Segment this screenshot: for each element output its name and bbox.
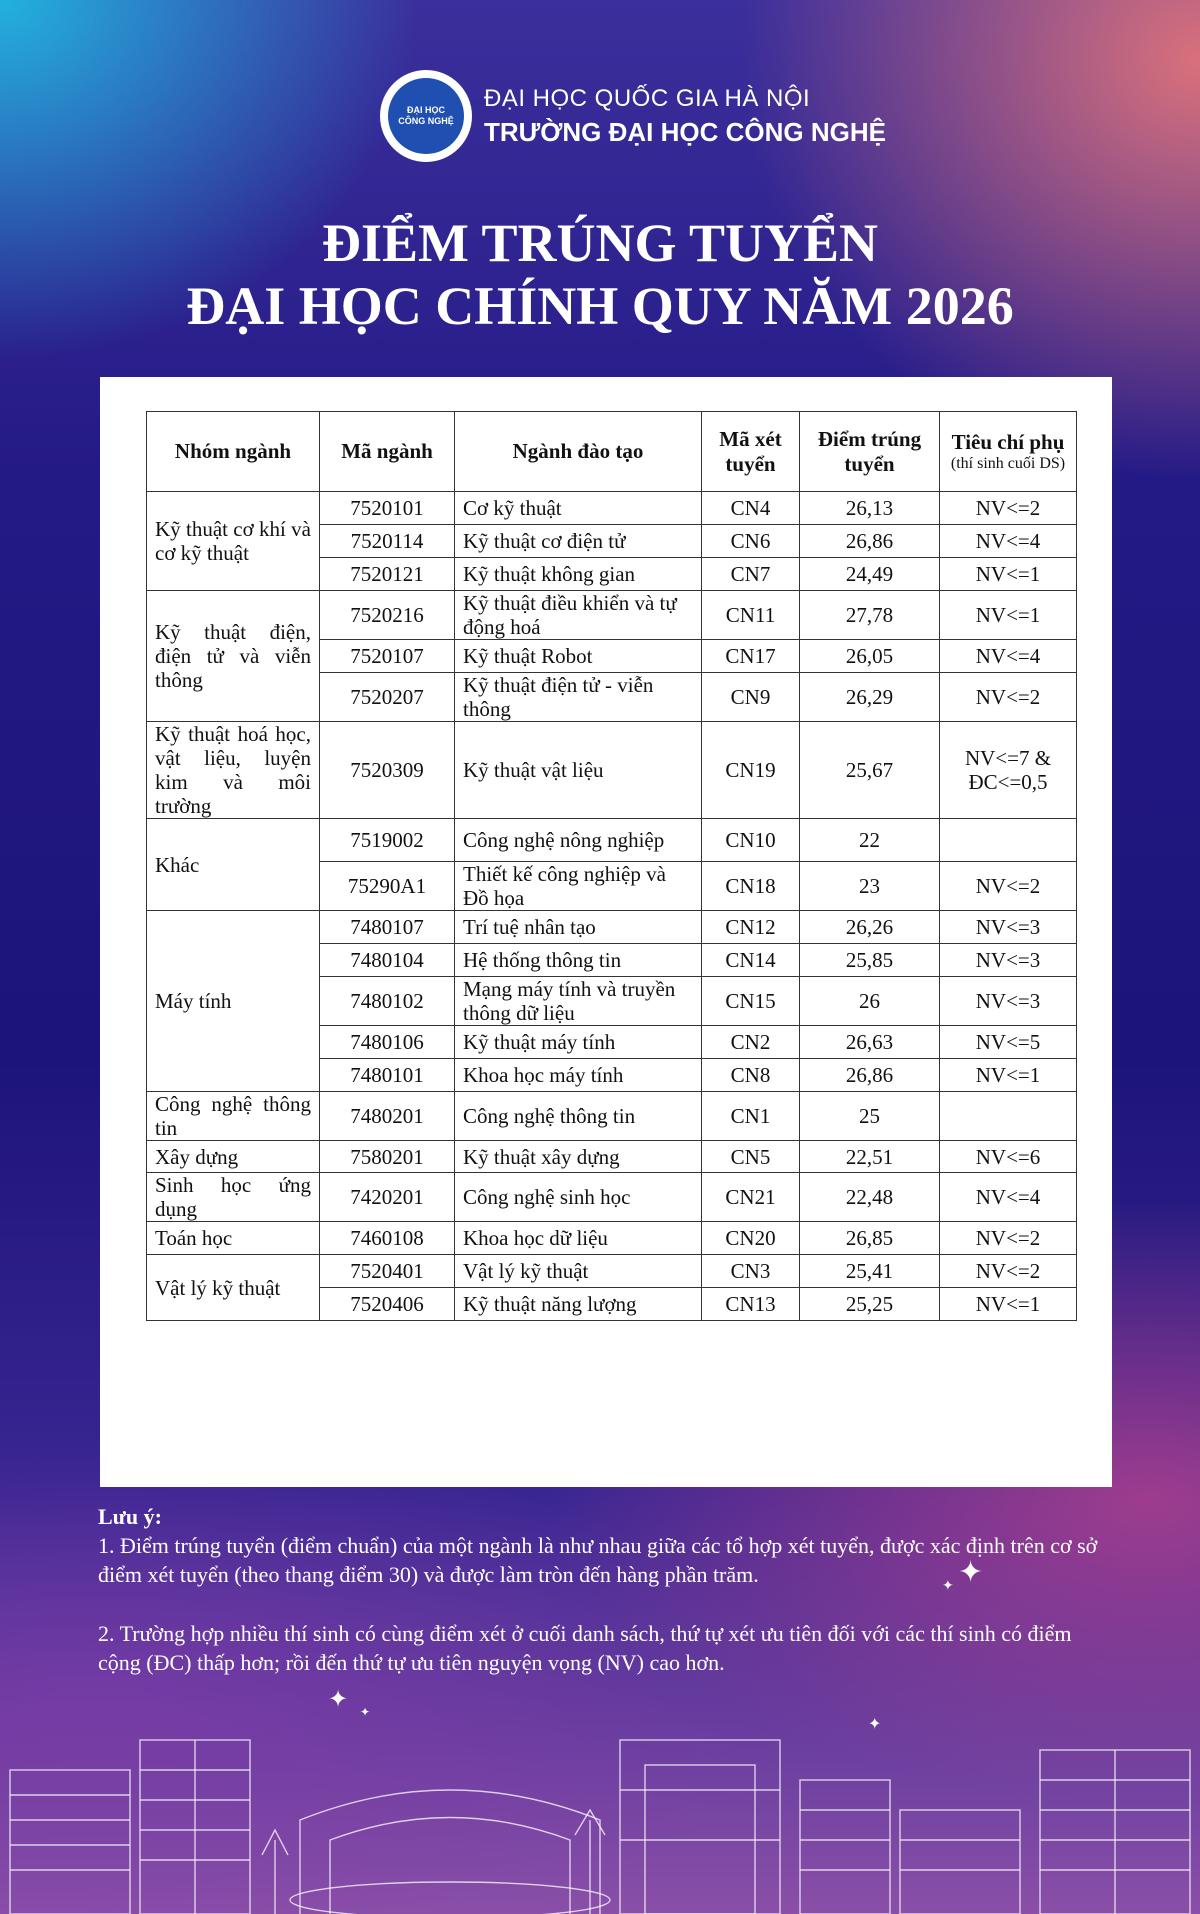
major-code-cell: 7520101 <box>320 492 455 525</box>
scores-table <box>146 411 1077 1321</box>
table-row <box>147 819 1077 862</box>
admission-code-cell: CN9 <box>702 673 800 722</box>
table-row <box>147 911 1077 944</box>
admission-code-cell: CN20 <box>702 1222 800 1255</box>
program-cell: Kỹ thuật điều khiển và tự động hoá <box>455 591 702 640</box>
criteria-cell: NV<=2 <box>940 1255 1077 1288</box>
table-row <box>147 1173 1077 1222</box>
admission-code-cell: CN19 <box>702 722 800 819</box>
group-cell: Máy tính <box>147 911 320 1092</box>
program-cell: Cơ kỹ thuật <box>455 492 702 525</box>
major-code-cell: 7520309 <box>320 722 455 819</box>
university-name: ĐẠI HỌC QUỐC GIA HÀ NỘI <box>484 84 811 112</box>
program-cell: Kỹ thuật cơ điện tử <box>455 525 702 558</box>
criteria-cell: NV<=1 <box>940 1059 1077 1092</box>
header <box>380 70 886 162</box>
admission-code-cell: CN10 <box>702 819 800 862</box>
admission-code-cell: CN14 <box>702 944 800 977</box>
major-code-cell: 7480102 <box>320 977 455 1026</box>
major-code-cell: 75290A1 <box>320 862 455 911</box>
criteria-cell <box>940 819 1077 862</box>
major-code-cell: 7480106 <box>320 1026 455 1059</box>
major-code-cell: 7480107 <box>320 911 455 944</box>
criteria-cell: NV<=3 <box>940 911 1077 944</box>
sparkle-icon: ✦ <box>328 1685 349 1713</box>
score-cell: 26,05 <box>800 640 940 673</box>
score-cell: 25,25 <box>800 1288 940 1321</box>
page-title-line1: ĐIỂM TRÚNG TUYỂN <box>321 213 879 273</box>
admission-code-cell: CN17 <box>702 640 800 673</box>
program-cell: Công nghệ nông nghiệp <box>455 819 702 862</box>
score-cell: 22,48 <box>800 1173 940 1222</box>
program-cell: Kỹ thuật điện tử - viễn thông <box>455 673 702 722</box>
admission-code-cell: CN13 <box>702 1288 800 1321</box>
note-1: 1. Điểm trúng tuyển (điểm chuẩn) của một ngành là như nhau giữa các tổ hợp xét tuyển, được xác định trên cơ sở điểm xét tuyển (theo thang điểm 30) và được làm tròn đến hàng phần trăm. <box>98 1533 1098 1587</box>
group-cell: Khác <box>147 819 320 911</box>
group-cell: Kỹ thuật cơ khí và cơ kỹ thuật <box>147 492 320 591</box>
criteria-cell: NV<=1 <box>940 1288 1077 1321</box>
note-2: 2. Trường hợp nhiều thí sinh có cùng điểm xét ở cuối danh sách, thứ tự xét ưu tiên đối với các thí sinh có điểm cộng (ĐC) thấp hơn; rồi đến thứ tự ưu tiên nguyện vọng (NV) cao hơn. <box>98 1621 1072 1675</box>
admission-code-cell: CN6 <box>702 525 800 558</box>
program-cell: Kỹ thuật không gian <box>455 558 702 591</box>
program-cell: Khoa học dữ liệu <box>455 1222 702 1255</box>
table-row <box>147 1222 1077 1255</box>
admission-code-cell: CN5 <box>702 1141 800 1173</box>
program-cell: Kỹ thuật máy tính <box>455 1026 702 1059</box>
program-cell: Trí tuệ nhân tạo <box>455 911 702 944</box>
major-code-cell: 7520401 <box>320 1255 455 1288</box>
score-cell: 26,13 <box>800 492 940 525</box>
campus-skyline-illustration <box>0 1700 1200 1914</box>
criteria-cell: NV<=7 & ĐC<=0,5 <box>940 722 1077 819</box>
header-program: Ngành đào tạo <box>455 412 702 492</box>
header-score: Điểm trúng tuyển <box>800 412 940 492</box>
admission-code-cell: CN4 <box>702 492 800 525</box>
criteria-cell: NV<=3 <box>940 977 1077 1026</box>
major-code-cell: 7460108 <box>320 1222 455 1255</box>
criteria-cell: NV<=1 <box>940 558 1077 591</box>
criteria-cell: NV<=5 <box>940 1026 1077 1059</box>
sparkle-icon: ✦ <box>868 1714 882 1733</box>
major-code-cell: 7520406 <box>320 1288 455 1321</box>
admission-code-cell: CN12 <box>702 911 800 944</box>
table-row <box>147 722 1077 819</box>
score-cell: 25 <box>800 1092 940 1141</box>
major-code-cell: 7420201 <box>320 1173 455 1222</box>
group-cell: Kỹ thuật hoá học, vật liệu, luyện kim và môi trường <box>147 722 320 819</box>
criteria-cell: NV<=2 <box>940 862 1077 911</box>
program-cell: Hệ thống thông tin <box>455 944 702 977</box>
major-code-cell: 7480104 <box>320 944 455 977</box>
major-code-cell: 7580201 <box>320 1141 455 1173</box>
criteria-cell: NV<=2 <box>940 673 1077 722</box>
admission-code-cell: CN2 <box>702 1026 800 1059</box>
logo-text-line2: CÔNG NGHỆ <box>398 116 454 126</box>
major-code-cell: 7520207 <box>320 673 455 722</box>
score-cell: 22 <box>800 819 940 862</box>
table-row <box>147 1141 1077 1173</box>
group-cell: Công nghệ thông tin <box>147 1092 320 1141</box>
program-cell: Khoa học máy tính <box>455 1059 702 1092</box>
header-criteria <box>940 412 1077 492</box>
program-cell: Vật lý kỹ thuật <box>455 1255 702 1288</box>
program-cell: Kỹ thuật vật liệu <box>455 722 702 819</box>
criteria-cell: NV<=4 <box>940 1173 1077 1222</box>
group-cell: Sinh học ứng dụng <box>147 1173 320 1222</box>
score-cell: 26,86 <box>800 525 940 558</box>
table-header-row <box>147 412 1077 492</box>
major-code-cell: 7480201 <box>320 1092 455 1141</box>
score-cell: 26,29 <box>800 673 940 722</box>
school-name: TRƯỜNG ĐẠI HỌC CÔNG NGHỆ <box>484 116 886 147</box>
admission-code-cell: CN1 <box>702 1092 800 1141</box>
criteria-cell: NV<=4 <box>940 640 1077 673</box>
score-cell: 25,67 <box>800 722 940 819</box>
admission-code-cell: CN15 <box>702 977 800 1026</box>
score-cell: 22,51 <box>800 1141 940 1173</box>
header-group: Nhóm ngành <box>147 412 320 492</box>
score-cell: 26,26 <box>800 911 940 944</box>
major-code-cell: 7520114 <box>320 525 455 558</box>
header-criteria-sub: (thí sinh cuối DS) <box>950 455 1066 472</box>
score-cell: 25,41 <box>800 1255 940 1288</box>
program-cell: Công nghệ thông tin <box>455 1092 702 1141</box>
header-admission-code: Mã xét tuyển <box>702 412 800 492</box>
table-row <box>147 492 1077 525</box>
group-cell: Toán học <box>147 1222 320 1255</box>
header-criteria-label: Tiêu chí phụ <box>951 430 1065 454</box>
admission-code-cell: CN8 <box>702 1059 800 1092</box>
criteria-cell: NV<=3 <box>940 944 1077 977</box>
program-cell: Kỹ thuật xây dựng <box>455 1141 702 1173</box>
page-title-line2: ĐẠI HỌC CHÍNH QUY NĂM 2026 <box>186 276 1014 336</box>
major-code-cell: 7520107 <box>320 640 455 673</box>
major-code-cell: 7519002 <box>320 819 455 862</box>
admission-code-cell: CN18 <box>702 862 800 911</box>
program-cell: Kỹ thuật Robot <box>455 640 702 673</box>
program-cell: Mạng máy tính và truyền thông dữ liệu <box>455 977 702 1026</box>
score-cell: 26 <box>800 977 940 1026</box>
admission-code-cell: CN21 <box>702 1173 800 1222</box>
score-cell: 24,49 <box>800 558 940 591</box>
table-row <box>147 1092 1077 1141</box>
score-cell: 23 <box>800 862 940 911</box>
university-logo <box>380 70 472 162</box>
table-row <box>147 591 1077 640</box>
logo-text-line1: ĐẠI HỌC <box>407 105 445 115</box>
criteria-cell <box>940 1092 1077 1141</box>
major-code-cell: 7520216 <box>320 591 455 640</box>
scores-panel <box>100 377 1112 1487</box>
group-cell: Vật lý kỹ thuật <box>147 1255 320 1321</box>
criteria-cell: NV<=1 <box>940 591 1077 640</box>
notes-title: Lưu ý: <box>98 1504 162 1529</box>
score-cell: 26,86 <box>800 1059 940 1092</box>
score-cell: 25,85 <box>800 944 940 977</box>
table-row <box>147 1255 1077 1288</box>
score-cell: 26,63 <box>800 1026 940 1059</box>
program-cell: Thiết kế công nghiệp và Đồ họa <box>455 862 702 911</box>
score-cell: 27,78 <box>800 591 940 640</box>
sparkle-icon: ✦ <box>958 1555 984 1590</box>
group-cell: Xây dựng <box>147 1141 320 1173</box>
criteria-cell: NV<=2 <box>940 1222 1077 1255</box>
admission-code-cell: CN7 <box>702 558 800 591</box>
major-code-cell: 7480101 <box>320 1059 455 1092</box>
score-cell: 26,85 <box>800 1222 940 1255</box>
major-code-cell: 7520121 <box>320 558 455 591</box>
group-cell: Kỹ thuật điện, điện tử và viễn thông <box>147 591 320 722</box>
admission-code-cell: CN3 <box>702 1255 800 1288</box>
header-major-code: Mã ngành <box>320 412 455 492</box>
sparkle-icon: ✦ <box>942 1578 954 1594</box>
program-cell: Kỹ thuật năng lượng <box>455 1288 702 1321</box>
criteria-cell: NV<=6 <box>940 1141 1077 1173</box>
admission-code-cell: CN11 <box>702 591 800 640</box>
criteria-cell: NV<=4 <box>940 525 1077 558</box>
sparkle-icon: ✦ <box>360 1705 371 1719</box>
program-cell: Công nghệ sinh học <box>455 1173 702 1222</box>
criteria-cell: NV<=2 <box>940 492 1077 525</box>
